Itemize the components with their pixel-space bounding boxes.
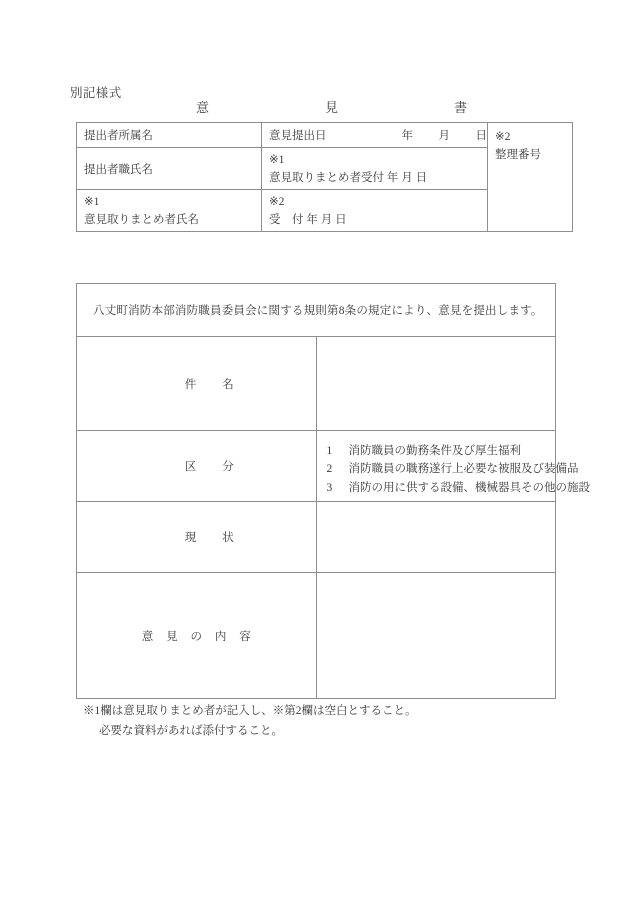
category-option-number: 2 [326, 463, 333, 476]
submission-date-cell[interactable] [262, 123, 488, 148]
submission-date-row [269, 127, 487, 143]
regulation-statement-cell [77, 284, 556, 337]
official-receipt-date-row [269, 211, 487, 227]
coordinator-receipt-stack [269, 152, 487, 185]
table-row [77, 284, 556, 337]
subject-label-a: 件 [184, 378, 223, 391]
category-option-number: 1 [326, 444, 333, 457]
reference-number-label: 整理番号 [495, 149, 541, 161]
submitter-info-table [76, 122, 573, 232]
official-receipt-note: ※2 [269, 196, 285, 208]
submitter-affiliation-label-cell [77, 123, 262, 148]
category-options-cell[interactable] [316, 431, 590, 502]
month-unit: 月 [401, 172, 413, 184]
coordinator-name-label: 意見取りまとめ者氏名 [84, 214, 199, 226]
coordinator-name-note: ※1 [84, 196, 100, 208]
official-receipt-label: 受 付 [269, 214, 304, 226]
table-row [77, 573, 556, 699]
table-row [77, 431, 556, 502]
category-label-b: 分 [222, 461, 234, 473]
year-unit: 年 [401, 130, 413, 142]
subject-label-cell [77, 337, 317, 431]
reference-number-note: ※2 [495, 131, 511, 143]
document-title: 意 見 書 [196, 100, 498, 115]
official-receipt-date-cell[interactable] [262, 190, 488, 232]
category-option-list [326, 435, 590, 498]
current-situation-label-b: 状 [222, 532, 234, 544]
coordinator-receipt-note: ※1 [269, 154, 285, 166]
list-item[interactable] [326, 460, 579, 479]
list-item[interactable] [326, 479, 590, 498]
submitter-name-label: 提出者職氏名 [84, 163, 153, 176]
current-situation-input-cell[interactable] [316, 502, 556, 573]
submitter-affiliation-label: 提出者所属名 [84, 130, 153, 142]
submission-date-label: 意見提出日 [269, 130, 327, 142]
coordinator-receipt-date-row [269, 169, 487, 185]
month-unit: 月 [438, 130, 450, 142]
table-row [77, 502, 556, 573]
category-label-cell [77, 431, 317, 502]
month-unit: 月 [320, 214, 333, 226]
current-situation-label-cell [77, 502, 317, 573]
subject-label-b: 名 [222, 378, 234, 391]
table-row [77, 123, 573, 148]
coordinator-name-label-cell [77, 190, 262, 232]
opinion-detail-label: 意 見 の 内 容 [141, 630, 256, 643]
submitter-name-label-cell [77, 148, 262, 190]
coordinator-name-stack [84, 194, 261, 227]
regulation-statement: 八丈町消防本部消防職員委員会に関する規則第8条の規定により、意見を提出します。 [93, 305, 543, 317]
opinion-content-table [76, 283, 590, 699]
opinion-detail-label-cell [77, 573, 317, 699]
category-label-a: 区 [184, 461, 223, 473]
reference-number-stack [495, 129, 572, 162]
day-unit: 日 [415, 172, 428, 184]
year-unit: 年 [386, 172, 399, 184]
day-unit: 日 [335, 214, 347, 226]
coordinator-receipt-label: 意見取りまとめ者受付 [269, 172, 384, 184]
form-type-label: 別記様式 [70, 86, 122, 100]
form-notes [83, 701, 417, 741]
coordinator-receipt-date-cell[interactable] [262, 148, 488, 190]
day-unit: 日 [475, 130, 487, 142]
current-situation-label-a: 現 [184, 532, 223, 544]
category-option-text: 消防の用に供する設備、機械器具その他の施設 [348, 481, 590, 494]
list-item[interactable] [327, 442, 556, 461]
reference-number-cell[interactable] [488, 123, 573, 232]
category-option-number: 3 [326, 481, 333, 494]
table-row [77, 337, 556, 431]
opinion-detail-input-cell[interactable] [316, 573, 556, 699]
year-unit: 年 [306, 214, 318, 226]
note-line-2: 必要な資料があれば添付すること。 [99, 725, 283, 738]
category-option-text: 消防職員の勤務条件及び厚生福利 [348, 444, 521, 457]
category-option-text: 消防職員の職務遂行上必要な被服及び装備品 [348, 463, 579, 476]
note-line-1: ※1欄は意見取りまとめ者が記入し、※第2欄は空白とすること。 [83, 705, 417, 717]
subject-input-cell[interactable] [316, 337, 556, 431]
official-receipt-stack [269, 194, 487, 227]
